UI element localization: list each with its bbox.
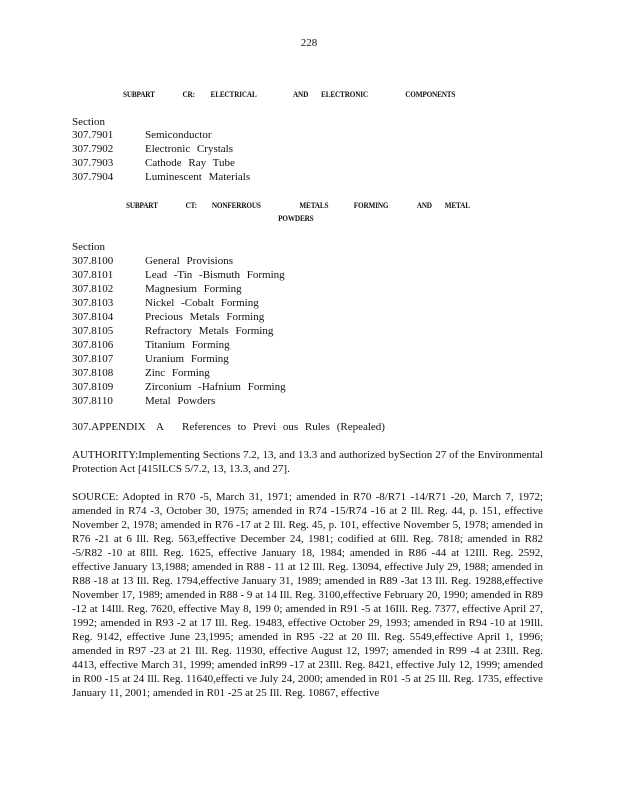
section-number: 307.7901 <box>72 129 114 141</box>
heading-word: AND <box>293 89 309 99</box>
heading-word: ELECTRICAL <box>210 89 257 99</box>
section-title: Zinc Forming <box>145 367 210 379</box>
section-title: Metal Powders <box>145 395 216 407</box>
section-title: Semiconductor <box>145 129 212 141</box>
source-paragraph: SOURCE: Adopted in R70 -5, March 31, 1971; amended in R70 -8/R71 -14/R71 -20, March 7, 1972; amended in R74 -3, October 30, 1975; amended in R74 -15/R74 -16 at 2 Ill. Reg. 44, p. 151, effective November 2, 1978; amended in R76 -17 at 2 Ill. Reg. 45, p. 101, effective November 5, 1978; amended in R76 -21 at 6 Ill. Reg. 563,effective December 24, 1981; codified at 6Ill. Reg. 7818; amended in R82 -5/R82 -10 at 8Ill. Reg. 1625, effective January 18, 1984; amended in R86 -44 at 12Ill. Reg. 2592, effective January 13,1988; amended in R88 - 11 at 12 Ill. Reg. 13094, effective July 29, 1988; amended in R88 -18 at 13 Ill. Reg. 1794,effective January 31, 1989; amended in R89 -3at 13 Ill. Reg. 19288,effective November 17, 1989; amended in R88 - 9 at 14 Ill. Reg. 3100,effective February 20, 1990; amended in R89 -12 at 14Ill. Reg. 7620, effective May 8, 199 0; amended in R91 -5 at 16Ill. Reg. 7377, effective April 27, 1992; amended in R93 -2 at 17 Ill. Reg. 19483, effective October 29, 1993; amended in R94 -10 at 19Ill. Reg. 9142, effective June 23,1995; amended in R95 -22 at 20 Ill. Reg. 5549,effective April 1, 1996; amended in R97 -23 at 21 Ill. Reg. 11930, effective August 12, 1997; amended in R99 -4 at 23Ill. Reg. 4413, effective March 31, 1999; amended inR99 -17 at 23Ill. Reg. 8421, effective July 12, 1999; amended in R00 -15 at 24 Ill. Reg. 11640,effecti ve July 24, 2000; amended in R01 -5 at 25 Ill. Reg. 1735, effective January 11, 2001; amended in R01 -25 at 25 Ill. Reg. 10867, effective <box>72 491 543 699</box>
appendix-letter: A <box>156 421 164 433</box>
section-title: Zirconium -Hafnium Forming <box>145 381 286 393</box>
section-number: 307.8107 <box>72 353 114 365</box>
section-number: 307.7902 <box>72 143 114 155</box>
section-label: Section <box>72 116 105 128</box>
heading-word: METALS <box>299 200 329 210</box>
section-label: Section <box>72 241 105 253</box>
appendix-label: 307.APPENDIX <box>72 421 146 433</box>
heading-word: SUBPART <box>123 89 155 99</box>
section-number: 307.8101 <box>72 269 114 281</box>
appendix-title: References to Previ ous Rules (Repealed) <box>182 421 385 433</box>
heading-word: ELECTRONIC <box>321 89 368 99</box>
section-title: Cathode Ray Tube <box>145 157 235 169</box>
heading-word: POWDERS <box>278 213 314 223</box>
section-title: Uranium Forming <box>145 353 229 365</box>
section-title: Refractory Metals Forming <box>145 325 274 337</box>
section-title: Electronic Crystals <box>145 143 234 155</box>
heading-word: SUBPART <box>126 200 158 210</box>
section-number: 307.8108 <box>72 367 114 379</box>
heading-word: FORMING <box>353 200 389 210</box>
section-title: Luminescent Materials <box>145 171 251 183</box>
section-title: Magnesium Forming <box>145 283 242 295</box>
section-title: General Provisions <box>145 255 234 267</box>
section-title: Nickel -Cobalt Forming <box>145 297 259 309</box>
heading-word: NONFERROUS <box>211 200 261 210</box>
section-number: 307.8103 <box>72 297 114 309</box>
section-number: 307.7903 <box>72 157 114 169</box>
section-number: 307.8109 <box>72 381 114 393</box>
section-number: 307.8105 <box>72 325 114 337</box>
section-number: 307.8100 <box>72 255 114 267</box>
section-number: 307.8110 <box>72 395 113 407</box>
subpart-cr-heading <box>123 89 463 101</box>
page-number: 228 <box>300 37 318 49</box>
heading-word: COMPONENTS <box>405 89 456 99</box>
subpart-ct-heading <box>126 200 483 226</box>
section-number: 307.8102 <box>72 283 114 295</box>
authority-paragraph: AUTHORITY:Implementing Sections 7.2, 13, and 13.3 and authorized bySection 27 of the Environmental Protection Act [415ILCS 5/7.2, 13, 13.3, and 27]. <box>72 449 543 475</box>
heading-word: CT: <box>185 200 197 210</box>
section-title: Precious Metals Forming <box>145 311 265 323</box>
heading-word: AND <box>416 200 432 210</box>
section-title: Titanium Forming <box>145 339 230 351</box>
heading-word: CR: <box>182 89 195 99</box>
section-number: 307.7904 <box>72 171 114 183</box>
section-title: Lead -Tin -Bismuth Forming <box>145 269 285 281</box>
section-number: 307.8104 <box>72 311 114 323</box>
heading-word: METAL <box>444 200 470 210</box>
section-number: 307.8106 <box>72 339 114 351</box>
appendix-line <box>72 421 492 435</box>
